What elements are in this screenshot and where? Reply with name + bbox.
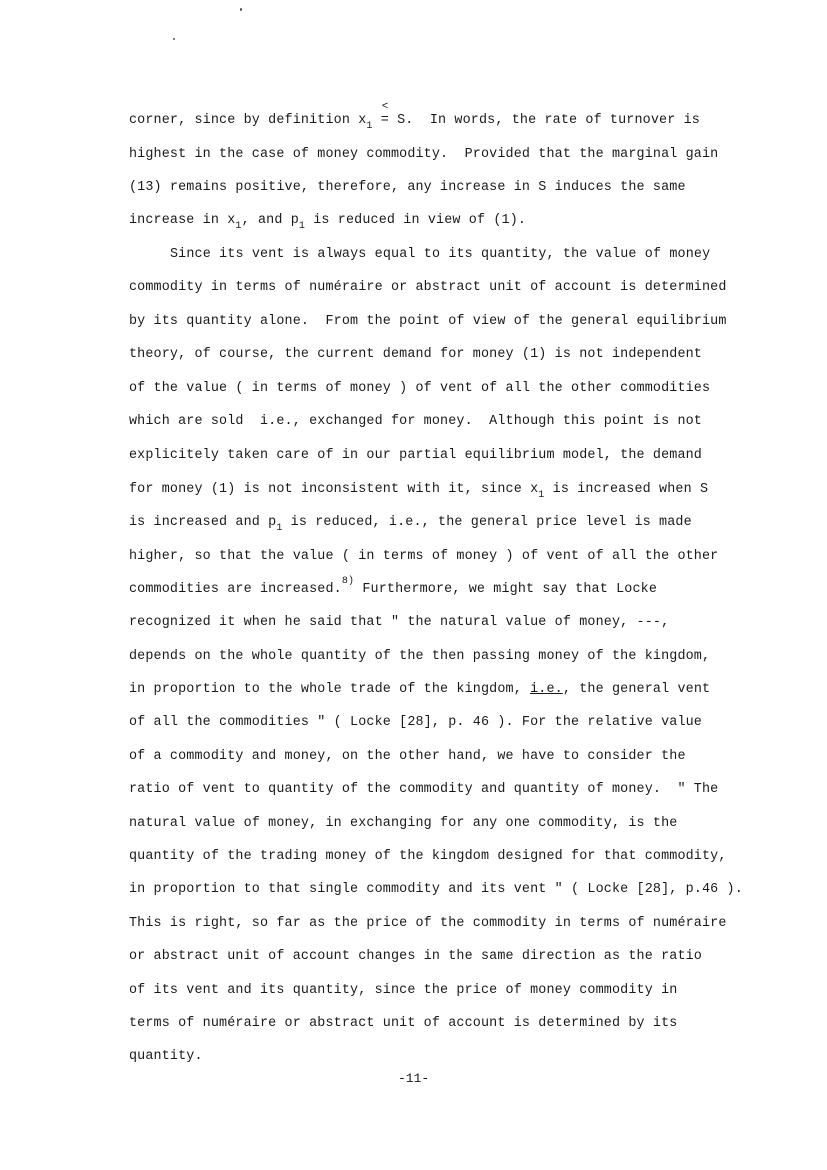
text-segment: higher, so that the value ( in terms of money ) of vent of all the other	[129, 549, 719, 564]
subscript: 1	[235, 221, 242, 232]
text-segment: is increased and p	[129, 515, 277, 530]
text-line	[129, 881, 743, 899]
text-segment: of all the commodities " ( Locke [28], p. 46 ). For the relative value	[129, 715, 702, 730]
text-segment: natural value of money, in exchanging for any one commodity, is the	[129, 816, 678, 831]
text-line	[129, 212, 526, 231]
underlined-text: i.e.	[530, 682, 563, 697]
text-line	[129, 614, 669, 632]
text-segment: increase in x	[129, 213, 236, 228]
text-segment: of its vent and its quantity, since the price of money commodity in	[129, 983, 678, 998]
subscript: 1	[538, 490, 545, 501]
text-segment: or abstract unit of account changes in the same direction as the ratio	[129, 949, 702, 964]
text-line	[129, 1015, 677, 1033]
text-line	[129, 1048, 203, 1066]
text-line	[129, 915, 727, 933]
subscript: 1	[276, 523, 283, 534]
text-segment: quantity of the trading money of the kingdom designed for that commodity,	[129, 849, 727, 864]
text-line	[129, 576, 658, 600]
subscript: 1	[366, 121, 373, 132]
subscript: 1	[298, 221, 306, 232]
text-segment: depends on the whole quantity of the then passing money of the kingdom,	[129, 649, 711, 664]
text-line	[129, 346, 702, 364]
text-segment: Furthermore, we might say that Locke	[354, 582, 658, 597]
text-line	[129, 548, 718, 566]
text-segment: of the value ( in terms of money ) of vent of all the other commodities	[129, 381, 711, 396]
scan-speck	[173, 38, 175, 40]
text-line	[129, 313, 727, 331]
text-segment: for money (1) is not inconsistent with it, since x	[129, 482, 539, 497]
equals-sign: =	[380, 113, 389, 128]
text-segment: in proportion to that single commodity and its vent " ( Locke [28], p.46 ).	[129, 882, 743, 897]
text-segment: terms of numéraire or abstract unit of account is determined by its	[129, 1016, 678, 1031]
less-than-mark: <	[381, 101, 389, 113]
text-line	[129, 380, 710, 398]
scan-speck	[240, 8, 242, 11]
text-segment: theory, of course, the current demand for money (1) is not independent	[129, 347, 702, 362]
text-line	[129, 714, 702, 732]
text-segment: of a commodity and money, on the other hand, we have to consider the	[129, 749, 686, 764]
text-segment	[373, 113, 381, 128]
text-line	[129, 279, 727, 297]
text-segment: This is right, so far as the price of the commodity in terms of numéraire	[129, 916, 727, 931]
text-line	[129, 101, 700, 132]
less-equal-symbol	[380, 101, 389, 130]
text-line	[129, 179, 686, 197]
text-segment: S. In words, the rate of turnover is	[388, 113, 700, 128]
text-segment: highest in the case of money commodity. Provided that the marginal gain	[129, 147, 719, 162]
text-line	[129, 815, 677, 833]
text-segment: by its quantity alone. From the point of view of the general equilibrium	[129, 314, 727, 329]
text-line	[129, 146, 718, 164]
text-segment: commodity in terms of numéraire or abstract unit of account is determined	[129, 280, 727, 295]
text-line	[129, 848, 727, 866]
text-segment: , the general vent	[562, 682, 711, 697]
footnote-marker: 8)	[341, 576, 355, 587]
text-line	[129, 681, 710, 699]
text-segment: commodities are increased.	[129, 582, 342, 597]
text-line	[129, 481, 708, 500]
text-segment: explicitely taken care of in our partial equilibrium model, the demand	[129, 448, 702, 463]
text-segment: is increased when S	[544, 482, 709, 497]
text-line	[129, 948, 702, 966]
text-segment: (13) remains positive, therefore, any increase in S induces the same	[129, 180, 686, 195]
text-segment: which are sold i.e., exchanged for money. Although this point is not	[129, 414, 702, 429]
text-segment: quantity.	[129, 1049, 203, 1064]
text-segment: in proportion to the whole trade of the kingdom,	[129, 682, 531, 697]
text-line	[129, 982, 677, 1000]
text-line	[129, 648, 710, 666]
text-line	[129, 514, 692, 533]
text-segment: is reduced in view of (1).	[305, 213, 527, 228]
text-segment: , and p	[241, 213, 299, 228]
text-line	[129, 748, 686, 766]
text-line	[129, 413, 702, 431]
page-number: -11-	[398, 1071, 430, 1086]
text-segment: is reduced, i.e., the general price level is made	[282, 515, 692, 530]
text-segment: Since its vent is always equal to its quantity, the value of money	[170, 247, 711, 262]
text-line	[129, 447, 702, 465]
text-line	[170, 246, 710, 264]
text-segment: recognized it when he said that " the natural value of money, ---,	[129, 615, 670, 630]
text-segment: ratio of vent to quantity of the commodity and quantity of money. " The	[129, 782, 719, 797]
text-segment: corner, since by definition x	[129, 113, 367, 128]
text-line	[129, 781, 718, 799]
